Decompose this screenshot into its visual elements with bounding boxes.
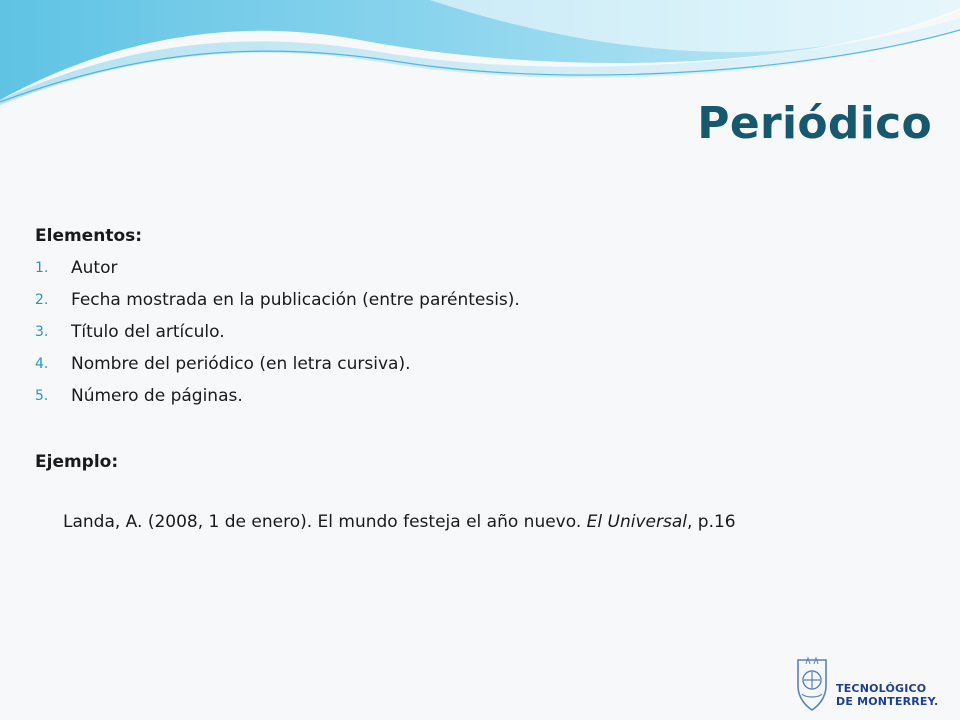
slide-title: Periódico [697,98,932,149]
list-item-text: Título del artículo. [71,322,225,342]
citation-text: Landa, A. (2008, 1 de enero). El mundo festeja el año nuevo. [63,512,587,532]
list-number: 5. [35,388,49,404]
list-number: 3. [35,324,49,340]
tec-monterrey-logo [792,656,942,714]
elements-list [35,254,915,414]
example-heading: Ejemplo: [35,452,119,472]
list-item [35,382,915,414]
logo-line-1: TECNOLÓGICO [836,682,927,695]
header-wave-decoration [0,0,960,110]
slide-body [35,222,915,536]
citation-pages: , p.16 [686,512,736,532]
list-number: 2. [35,292,49,308]
list-item-text: Número de páginas. [71,386,243,406]
shield-emblem-icon [792,656,832,712]
list-item-text: Fecha mostrada en la publicación (entre paréntesis). [71,290,520,310]
list-item-text: Nombre del periódico (en letra cursiva). [71,354,411,374]
logo-line-2: DE MONTERREY. [836,695,939,708]
list-number: 1. [35,260,49,276]
citation-newspaper-name: El Universal [586,512,687,532]
list-item [35,286,915,318]
example-citation [63,508,915,536]
list-item [35,318,915,350]
list-item [35,254,915,286]
list-number: 4. [35,356,49,372]
logo-text [836,682,938,708]
list-item-text: Autor [71,258,118,278]
elements-heading: Elementos: [35,226,143,246]
list-item [35,350,915,382]
spacer [35,414,915,448]
